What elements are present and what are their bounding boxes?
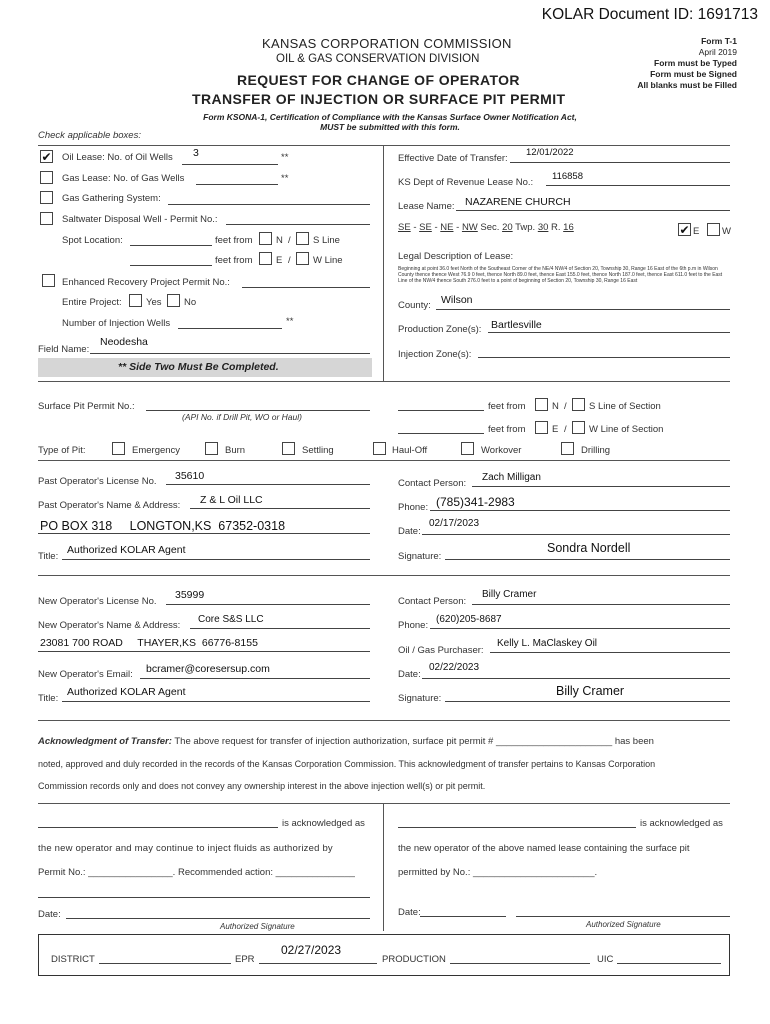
pit-e-label: E xyxy=(552,424,559,435)
lease-name-line xyxy=(456,210,730,211)
injection-wells-label: Number of Injection Wells xyxy=(62,318,171,329)
past-contact-line xyxy=(472,486,730,487)
pit-type-workover-label: Workover xyxy=(481,445,522,456)
check-boxes-label: Check applicable boxes: xyxy=(38,130,141,141)
pit-w-checkbox[interactable] xyxy=(572,421,585,434)
oil-lease-label: Oil Lease: No. of Oil Wells xyxy=(62,152,173,163)
routing-box xyxy=(38,934,730,976)
side-two-text: ** Side Two Must Be Completed. xyxy=(118,361,279,373)
new-date-label: Date: xyxy=(398,669,421,680)
agency-name: KANSAS CORPORATION COMMISSION xyxy=(262,36,512,51)
oil-wells-value[interactable]: 3 xyxy=(193,147,199,159)
past-address-line xyxy=(38,533,370,534)
new-address-line xyxy=(38,651,370,652)
epr-line xyxy=(259,963,377,964)
new-name-label: New Operator's Name & Address: xyxy=(38,620,181,631)
field-name-value[interactable]: Neodesha xyxy=(100,336,148,348)
range-label: R. xyxy=(551,222,561,233)
gas-wells-line[interactable] xyxy=(196,184,278,185)
pit-type-drilling-label: Drilling xyxy=(581,445,611,456)
pit-ew-slash: / xyxy=(564,424,567,435)
effective-date-value[interactable]: 12/01/2022 xyxy=(526,147,574,158)
pit-ns-slash: / xyxy=(564,401,567,412)
field-name-label: Field Name: xyxy=(38,344,90,355)
uic-line[interactable] xyxy=(617,963,721,964)
oil-wells-stars: ** xyxy=(281,152,289,163)
production-zone-label: Production Zone(s): xyxy=(398,324,482,335)
form-requirement-typed: Form must be Typed xyxy=(654,58,737,68)
enhanced-recovery-label: Enhanced Recovery Project Permit No.: xyxy=(62,277,230,288)
new-title-value[interactable]: Authorized KOLAR Agent xyxy=(67,686,186,698)
pit-bottom-rule xyxy=(38,460,730,461)
past-signature-line xyxy=(445,559,730,560)
form-title-line1: REQUEST FOR CHANGE OF OPERATOR xyxy=(237,72,520,88)
past-signature-label: Signature: xyxy=(398,551,442,562)
form-date: April 2019 xyxy=(698,47,737,57)
past-date-value[interactable]: 02/17/2023 xyxy=(429,518,480,529)
pit-s-label: S Line of Section xyxy=(589,401,661,412)
ack-right-operator-line[interactable] xyxy=(398,827,636,828)
new-contact-label: Contact Person: xyxy=(398,596,467,607)
ack-right-auth-signature: Authorized Signature xyxy=(586,920,661,929)
form-title-line2: TRANSFER OF INJECTION OR SURFACE PIT PERMIT xyxy=(192,91,566,107)
quarter-3[interactable]: NE xyxy=(440,222,454,233)
new-date-value[interactable]: 02/22/2023 xyxy=(429,662,480,673)
new-signature-value[interactable]: Billy Cramer xyxy=(556,684,625,698)
effective-date-label: Effective Date of Transfer: xyxy=(398,153,508,164)
quarter-4[interactable]: NW xyxy=(461,222,478,233)
pit-e-checkbox[interactable] xyxy=(535,421,548,434)
new-contact-value[interactable]: Billy Cramer xyxy=(482,589,537,600)
lease-name-label: Lease Name: xyxy=(398,201,455,212)
spot-n-checkbox[interactable] xyxy=(259,232,272,245)
range-e-checkbox[interactable]: ✔ xyxy=(679,223,690,237)
swd-checkbox[interactable] xyxy=(40,212,53,225)
past-license-line xyxy=(166,484,370,485)
effective-date-line xyxy=(510,162,730,163)
ack-right-new-operator: the new operator of the above named lease containing the surface pit xyxy=(398,843,690,854)
entire-project-no-checkbox[interactable] xyxy=(167,294,180,307)
new-signature-label: Signature: xyxy=(398,693,442,704)
production-line[interactable] xyxy=(450,963,590,964)
enhanced-recovery-line[interactable] xyxy=(242,287,370,288)
sec-value[interactable]: 20 xyxy=(502,222,513,233)
range-value[interactable]: 16 xyxy=(563,222,574,233)
injection-wells-stars: ** xyxy=(286,316,294,327)
entire-project-yes-label: Yes xyxy=(146,297,162,308)
past-name-line xyxy=(190,508,370,509)
past-date-line xyxy=(422,534,730,535)
ack-text1: The above request for transfer of injection authorization, surface pit permit # ______________________ has been xyxy=(171,736,654,747)
past-signature-value[interactable]: Sondra Nordell xyxy=(547,541,631,555)
ack-divider xyxy=(383,803,384,931)
spot-location-label: Spot Location: xyxy=(62,235,123,246)
enhanced-recovery-checkbox[interactable] xyxy=(42,274,55,287)
pit-type-emergency-label: Emergency xyxy=(132,445,181,456)
epr-label: EPR xyxy=(235,954,255,965)
legal-description-text[interactable]: Beginning at point 36.0 feet North of the Southeast Corner of the NE/4 NW/4 of Section 20, Township 30, Range 16 East of the 6th p.m in Wilson County thence thence West 76.9 0 feet, thence North 89.0 feet, thence East 155.0 feet, thence North 187.0 feet, thence East 611.0 feet to the East Line of the NW/4 thence South 276.0 feet to a point of beginning of Section 20, Township 30, Range 16 East xyxy=(398,266,723,284)
range-w-checkbox[interactable] xyxy=(707,223,720,236)
ack-left-blank-line[interactable] xyxy=(38,897,370,898)
ksdor-lease-value[interactable]: 116858 xyxy=(552,171,583,182)
spot-s-checkbox[interactable] xyxy=(296,232,309,245)
spot-ew-feet-from: feet from xyxy=(215,255,253,266)
ack-line1 xyxy=(38,731,732,753)
past-license-label: Past Operator's License No. xyxy=(38,476,157,487)
spot-w-label: W Line xyxy=(313,255,343,266)
past-title-label: Title: xyxy=(38,551,59,562)
entire-project-yes-checkbox[interactable] xyxy=(129,294,142,307)
ack-paragraph xyxy=(38,731,732,797)
district-label: DISTRICT xyxy=(51,954,95,965)
county-value[interactable]: Wilson xyxy=(441,294,473,306)
new-address-value[interactable]: 23081 700 ROAD THAYER,KS 66776-8155 xyxy=(40,637,258,649)
gas-wells-stars: ** xyxy=(281,173,289,184)
production-label: PRODUCTION xyxy=(382,954,446,965)
oil-lease-checkbox[interactable]: ✔ xyxy=(41,150,52,164)
new-email-line xyxy=(140,678,370,679)
ack-left-date-line[interactable] xyxy=(66,918,370,919)
entire-project-label: Entire Project: xyxy=(62,297,122,308)
pit-type-burn-label: Burn xyxy=(225,445,246,456)
lease-name-value[interactable]: NAZARENE CHURCH xyxy=(465,196,571,208)
pit-type-hauloff-checkbox[interactable] xyxy=(373,442,386,455)
pit-type-burn-checkbox[interactable] xyxy=(205,442,218,455)
swd-label: Saltwater Disposal Well - Permit No.: xyxy=(62,214,218,225)
new-bottom-rule xyxy=(38,720,730,721)
sec-label: Sec. xyxy=(480,222,500,233)
uic-label: UIC xyxy=(597,954,614,965)
pit-ns-line[interactable] xyxy=(398,410,484,411)
ack-right-date-label: Date: xyxy=(398,907,421,918)
quarter-2[interactable]: SE xyxy=(419,222,432,233)
ksdor-lease-line xyxy=(546,185,730,186)
production-zone-line xyxy=(488,332,730,333)
ack-left-permit-no[interactable]: Permit No.: ________________. Recommended action: _______________ xyxy=(38,867,355,878)
past-phone-line xyxy=(430,510,730,511)
injection-wells-line[interactable] xyxy=(178,328,282,329)
new-contact-line xyxy=(472,604,730,605)
form-requirement-filled: All blanks must be Filled xyxy=(637,80,737,90)
new-signature-line xyxy=(445,701,730,702)
gas-gathering-line[interactable] xyxy=(168,204,370,205)
spot-ns-slash: / xyxy=(288,235,291,246)
form-info xyxy=(637,36,737,91)
county-label: County: xyxy=(398,300,431,311)
past-contact-label: Contact Person: xyxy=(398,478,467,489)
spot-e-checkbox[interactable] xyxy=(259,252,272,265)
ack-right-is-acknowledged: is acknowledged as xyxy=(640,818,723,829)
twp-label: Twp. xyxy=(515,222,536,233)
new-name-value[interactable]: Core S&S LLC xyxy=(198,614,264,625)
legal-description-label: Legal Description of Lease: xyxy=(398,251,514,262)
range-w-label: W xyxy=(722,226,731,237)
ksona-note xyxy=(190,112,590,132)
production-zone-value[interactable]: Bartlesville xyxy=(491,319,542,331)
pit-type-emergency-checkbox[interactable] xyxy=(112,442,125,455)
form-requirement-signed: Form must be Signed xyxy=(650,69,737,79)
new-name-line xyxy=(190,628,370,629)
surface-pit-api-note: (API No. if Drill Pit, WO or Haul) xyxy=(182,412,302,422)
ack-right-signature-line[interactable] xyxy=(516,916,730,917)
spot-ns-line[interactable] xyxy=(130,245,212,246)
pit-n-checkbox[interactable] xyxy=(535,398,548,411)
gas-gathering-checkbox[interactable] xyxy=(40,191,53,204)
ksona-note-line1: Form KSONA-1, Certification of Compliance with the Kansas Surface Owner Notification Act, xyxy=(203,112,577,122)
ack-bold: Acknowledgment of Transfer: xyxy=(38,736,172,747)
ack-text2: noted, approved and duly recorded in the records of the Kansas Corporation Commission. This acknowledgment of transfer pertains to Kansas Corporation xyxy=(38,759,656,769)
ack-left-operator-line[interactable] xyxy=(38,827,278,828)
new-email-value[interactable]: bcramer@coresersup.com xyxy=(146,663,270,675)
past-contact-value[interactable]: Zach Milligan xyxy=(482,472,541,483)
form-number: Form T-1 xyxy=(701,36,737,46)
range-e-label: E xyxy=(693,226,700,237)
pit-ew-feet-from: feet from xyxy=(488,424,526,435)
new-purchaser-label: Oil / Gas Purchaser: xyxy=(398,645,484,656)
new-license-label: New Operator's License No. xyxy=(38,596,157,607)
pit-type-workover-checkbox[interactable] xyxy=(461,442,474,455)
past-bottom-rule xyxy=(38,575,730,576)
new-phone-line xyxy=(430,628,730,629)
new-license-line xyxy=(166,604,370,605)
kolar-document-id: KOLAR Document ID: 1691713 xyxy=(541,6,758,23)
ack-right-permitted-by[interactable]: permitted by No.: _______________________. xyxy=(398,867,598,878)
ksdor-lease-label: KS Dept of Revenue Lease No.: xyxy=(398,177,534,188)
past-phone-value[interactable]: (785)341-2983 xyxy=(436,495,515,509)
pit-s-checkbox[interactable] xyxy=(572,398,585,411)
pit-type-settling-checkbox[interactable] xyxy=(282,442,295,455)
gas-lease-checkbox[interactable] xyxy=(40,171,53,184)
pit-w-label: W Line of Section xyxy=(589,424,664,435)
past-name-value[interactable]: Z & L Oil LLC xyxy=(200,494,263,506)
new-purchaser-value[interactable]: Kelly L. MaClaskey Oil xyxy=(497,638,598,649)
side-two-banner xyxy=(38,358,372,377)
new-phone-label: Phone: xyxy=(398,620,429,631)
division-name: OIL & GAS CONSERVATION DIVISION xyxy=(276,53,480,65)
county-line xyxy=(436,309,730,310)
past-license-value[interactable]: 35610 xyxy=(175,470,205,482)
section-divider xyxy=(383,145,384,381)
new-purchaser-line xyxy=(490,652,730,653)
ack-text3: Commission records only and does not convey any ownership interest in the above injection well(s) or pit permit. xyxy=(38,781,486,791)
spot-n-label: N xyxy=(276,235,283,246)
section-bottom-rule xyxy=(38,381,730,382)
past-date-label: Date: xyxy=(398,526,421,537)
pit-ns-feet-from: feet from xyxy=(488,401,526,412)
pit-ew-line[interactable] xyxy=(398,433,484,434)
surface-pit-line[interactable] xyxy=(146,410,370,411)
ack-left-new-operator: the new operator and may continue to inject fluids as authorized by xyxy=(38,843,333,854)
twp-value[interactable]: 30 xyxy=(537,222,549,233)
spot-w-checkbox[interactable] xyxy=(296,252,309,265)
injection-zone-label: Injection Zone(s): xyxy=(398,349,472,360)
district-line[interactable] xyxy=(99,963,231,964)
spot-ew-slash: / xyxy=(288,255,291,266)
gas-lease-label: Gas Lease: No. of Gas Wells xyxy=(62,173,185,184)
field-name-line xyxy=(90,353,370,354)
spot-ew-line[interactable] xyxy=(130,265,212,266)
location-row: SE - SE - NE - NW Sec. 20 Twp. 30 R. 16 xyxy=(398,222,574,233)
past-phone-label: Phone: xyxy=(398,502,429,513)
ack-right-date-line[interactable] xyxy=(420,916,506,917)
past-address-value[interactable]: PO BOX 318 LONGTON,KS 67352-0318 xyxy=(40,519,286,533)
new-title-label: Title: xyxy=(38,693,59,704)
quarter-1[interactable]: SE xyxy=(398,222,411,233)
new-email-label: New Operator's Email: xyxy=(38,669,133,680)
past-title-line xyxy=(62,559,370,560)
new-phone-value[interactable]: (620)205-8687 xyxy=(436,614,502,625)
pit-type-settling-label: Settling xyxy=(302,445,334,456)
ack-bottom-rule xyxy=(38,803,730,804)
new-date-line xyxy=(422,678,730,679)
past-title-value[interactable]: Authorized KOLAR Agent xyxy=(67,544,186,556)
swd-permit-line[interactable] xyxy=(226,224,370,225)
ack-left-is-acknowledged: is acknowledged as xyxy=(282,818,365,829)
ack-left-auth-signature: Authorized Signature xyxy=(220,922,295,931)
pit-type-label: Type of Pit: xyxy=(38,445,86,456)
surface-pit-label: Surface Pit Permit No.: xyxy=(38,401,135,412)
spot-e-label: E xyxy=(276,255,283,266)
oil-wells-line xyxy=(182,164,278,165)
pit-n-label: N xyxy=(552,401,559,412)
new-license-value[interactable]: 35999 xyxy=(175,589,205,601)
injection-zone-line[interactable] xyxy=(478,357,730,358)
section-top-rule xyxy=(38,145,730,146)
epr-value[interactable]: 02/27/2023 xyxy=(281,943,342,957)
gas-gathering-label: Gas Gathering System: xyxy=(62,193,161,204)
ack-left-date-label: Date: xyxy=(38,909,61,920)
ksona-note-line2: MUST be submitted with this form. xyxy=(320,122,460,132)
pit-type-hauloff-label: Haul-Off xyxy=(392,445,428,456)
past-name-label: Past Operator's Name & Address: xyxy=(38,500,181,511)
entire-project-no-label: No xyxy=(184,297,197,308)
spot-ns-feet-from: feet from xyxy=(215,235,253,246)
pit-type-drilling-checkbox[interactable] xyxy=(561,442,574,455)
new-title-line xyxy=(62,701,370,702)
spot-s-label: S Line xyxy=(313,235,340,246)
